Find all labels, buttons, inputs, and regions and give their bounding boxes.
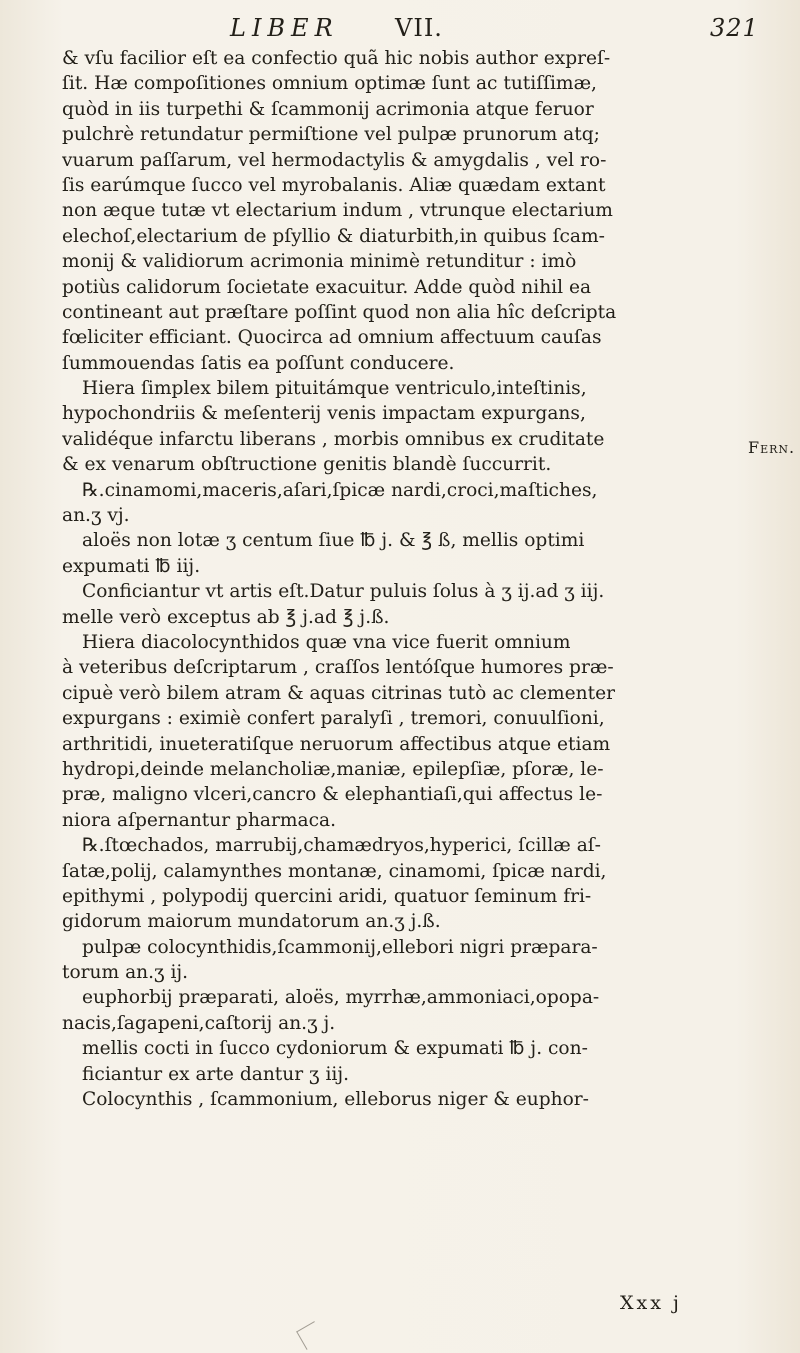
- text-line: validéque infarctu liberans , morbis omnibus ex cruditate: [62, 428, 605, 450]
- page-header: [0, 14, 800, 48]
- recipe-line: nacis,ſagapeni,caſtorij an.ʒ j.: [62, 1012, 336, 1034]
- text-line: Conficiantur vt artis eſt.Datur puluis ſolus à ʒ ij.ad ʒ iij.: [82, 581, 605, 603]
- text-line: & vſu facilior eſt ea confectio quã hic nobis author expreſ-: [62, 48, 611, 69]
- recipe-line: euphorbij præparati, aloës, myrrhæ,ammoniaci,opopa-: [82, 987, 600, 1009]
- text-line: Hiera ſimplex bilem pituitámque ventriculo,inteſtinis,: [82, 378, 587, 400]
- text-line: hypochondriis & meſenterij venis impactam expurgans,: [62, 403, 586, 425]
- recipe-line: ℞.ſtœchados, marrubij,chamædryos,hyperici, ſcillæ aſ-: [82, 835, 601, 857]
- text-line: pulchrè retundatur permiſtione vel pulpæ prunorum atq;: [62, 124, 600, 146]
- chapter-number: VII.: [395, 14, 443, 42]
- text-line: niora aſpernantur pharmaca.: [62, 809, 337, 831]
- recipe-line: aloës non lotæ ʒ centum ſiue ℔ j. & ℥ ß, mellis optimi: [82, 530, 585, 552]
- recipe-line: torum an.ʒ ij.: [62, 962, 189, 984]
- recipe-line: expumati ℔ iij.: [62, 555, 201, 577]
- text-line: ſit. Hæ compoſitiones omnium optimæ ſunt ac tutiſſimæ,: [62, 73, 597, 95]
- text-line: hydropi,deinde melancholiæ,maniæ, epilepſiæ, pſoræ, le-: [62, 758, 604, 780]
- text-line: & ex venarum obſtructione genitis blandè ſuccurrit.: [62, 454, 552, 476]
- recipe-line: an.ʒ vj.: [62, 505, 130, 527]
- margin-note: Fern.: [748, 438, 796, 457]
- text-line: à veteribus deſcriptarum , craſſos lentóſque humores præ-: [62, 657, 614, 679]
- text-line: ſummouendas ſatis ea poſſunt conducere.: [62, 352, 455, 374]
- recipe-line: epithymi , polypodij quercini aridi, quatuor ſeminum fri-: [62, 885, 592, 907]
- recipe-line: ſatæ,polij, calamynthes montanæ, cinamomi, ſpicæ nardi,: [62, 860, 607, 882]
- text-line: elechoſ,electarium de pſyllio & diaturbith,in quibus ſcam-: [62, 225, 605, 247]
- text-line: quòd in iis turpethi & ſcammonij acrimonia atque feruor: [62, 98, 594, 120]
- running-title: LIBER: [230, 14, 339, 42]
- text-line: potiùs calidorum ſocietate exacuitur. Adde quòd nihil ea: [62, 276, 592, 298]
- text-line: Colocynthis , ſcammonium, elleborus niger & euphor-: [82, 1089, 589, 1111]
- pen-mark: [296, 1321, 325, 1350]
- text-line: ſis earúmque ſucco vel myrobalanis. Aliæ quædam extant: [62, 174, 606, 196]
- text-line: non æque tutæ vt electarium indum , vtrunque electarium: [62, 200, 613, 222]
- text-line: cipuè verò bilem atram & aquas citrinas tutò ac clementer: [62, 682, 615, 704]
- text-line: arthritidi, inueteratiſque neruorum affectibus atque etiam: [62, 733, 611, 755]
- text-line: Hiera diacolocynthidos quæ vna vice fuerit omnium: [82, 631, 571, 653]
- signature-mark: Xxx j: [620, 1292, 682, 1314]
- text-line: expurgans : eximiè confert paralyſi , tremori, conuulſioni,: [62, 708, 605, 730]
- page-number: 321: [710, 14, 759, 42]
- text-line: monij & validiorum acrimonia minimè retunditur : imò: [62, 251, 577, 273]
- text-line: vuarum paſſarum, vel hermodactylis & amygdalis , vel ro-: [62, 149, 607, 171]
- body-text: [62, 46, 742, 1112]
- text-line: contineant aut præſtare poſſint quod non alia hîc deſcripta: [62, 301, 617, 323]
- recipe-line: pulpæ colocynthidis,ſcammonij,ellebori nigri præpara-: [82, 936, 598, 958]
- recipe-line: mellis cocti in ſucco cydoniorum & expumati ℔ j. con-: [82, 1038, 588, 1060]
- recipe-line: ℞.cinamomi,maceris,aſari,ſpicæ nardi,croci,maſtiches,: [82, 479, 598, 501]
- recipe-line: ficiantur ex arte dantur ʒ iij.: [82, 1063, 350, 1085]
- text-line: melle verò exceptus ab ℥ j.ad ℥ j.ß.: [62, 606, 390, 628]
- text-line: fœliciter efficiant. Quocirca ad omnium affectuum cauſas: [62, 327, 602, 349]
- text-line: præ, maligno vlceri,cancro & elephantiaſi,qui affectus le-: [62, 784, 603, 806]
- recipe-line: gidorum maiorum mundatorum an.ʒ j.ß.: [62, 911, 441, 933]
